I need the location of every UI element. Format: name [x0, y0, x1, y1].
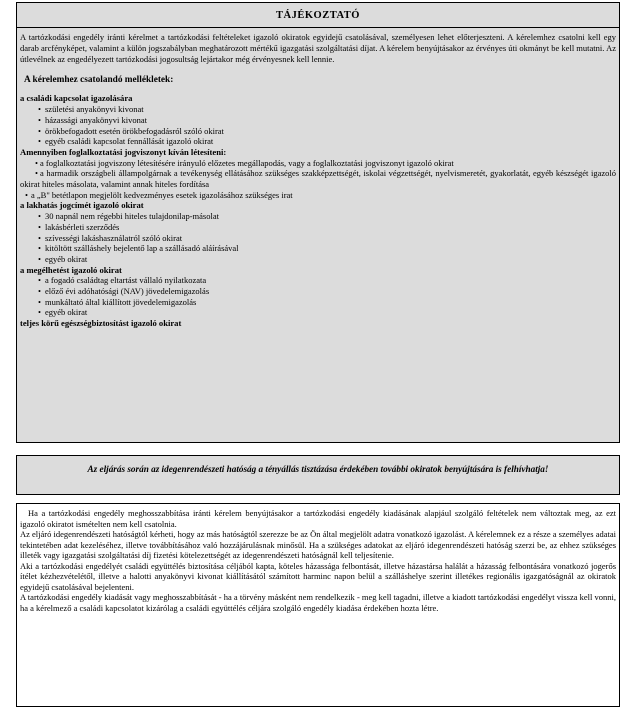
- list-item: • egyéb okirat: [17, 254, 619, 265]
- document-title: TÁJÉKOZTATÓ: [17, 3, 619, 28]
- list-item: • szívességi lakáshasználatról szóló okirat: [17, 233, 619, 244]
- footer-paragraph: A tartózkodási engedély kiadását vagy meghosszabbítását - ha a törvény másként nem rendelkezik - meg kell tagadni, illetve a kiadott tartózkodási engedélyt vissza kell vonni, ha a kérelmező a családi kapcsolatot kizárólag a családi együttélés céljára szolgáló engedély kiadása érdekében hozta létre.: [20, 592, 616, 613]
- footer-paragraph: Az eljáró idegenrendészeti hatóságtól kérheti, hogy az más hatóságtól szerezze be az Ön által megjelölt adatra vonatkozó igazolást. A kérelemnek ez a része a személyes adatai tekintetében adat kezeléséhez, illetve továbbításához való hozzájárulásnak minősül. Ha a szükséges adatokat az eljáró idegenrendészeti hatóság szerzi be, az ehhez szükséges illeték vagy igazgatási szolgáltatási díj fizetési kötelezettségét az idegenrendészeti hatóságnál kell teljesítenie.: [20, 529, 616, 560]
- intro-paragraph: A tartózkodási engedély iránti kérelmet a tartózkodási feltételeket igazoló okiratok egyidejű csatolásával, személyesen lehet előterjeszteni. A kérelemhez csatolni kell egy darab arcfényképet, valamint a külön jogszabályban meghatározott mértékű igazgatási szolgáltatási díjat. A kérelem benyújtásakor az érvényes úti okmányt be kell mutatni. Az útlevélnek az engedélyezett tartózkodási jogosultság lejártakor még érvényesnek kell lennie.: [20, 32, 616, 64]
- employment-heading: Amennyiben foglalkoztatási jogviszonyt kíván létesíteni:: [20, 146, 227, 157]
- list-item: • munkáltató által kiállított jövedelemigazolás: [17, 297, 619, 308]
- family-heading: a családi kapcsolat igazolására: [20, 93, 133, 104]
- info-box: [16, 2, 620, 443]
- warning-box: [16, 455, 620, 495]
- list-item: • örökbefogadott esetén örökbefogadásról szóló okirat: [17, 126, 619, 137]
- attachments-heading: A kérelemhez csatolandó mellékletek:: [24, 75, 174, 86]
- employment-list: [17, 158, 619, 201]
- family-list: [17, 104, 619, 147]
- livelihood-heading: a megélhetést igazoló okirat: [20, 264, 122, 275]
- warning-text: Az eljárás során az idegenrendészeti hatóság a tényállás tisztázása érdekében további okiratok benyújtására is felhívhatja!: [87, 464, 549, 474]
- housing-heading: a lakhatás jogcímét igazoló okirat: [20, 200, 144, 211]
- list-item: • egyéb családi kapcsolat fennállását igazoló okirat: [17, 136, 619, 147]
- insurance-heading: teljes körű egészségbiztosítást igazoló okirat: [20, 318, 182, 329]
- list-item: • előző évi adóhatósági (NAV) jövedelemigazolás: [17, 286, 619, 297]
- housing-list: [17, 211, 619, 265]
- list-item: • lakásbérleti szerződés: [17, 222, 619, 233]
- list-item: • születési anyakönyvi kivonat: [17, 104, 619, 115]
- list-item: • a fogadó családtag eltartást vállaló nyilatkozata: [17, 275, 619, 286]
- footer-paragraph: Ha a tartózkodási engedély meghosszabbítása iránti kérelem benyújtásakor a tartózkodási engedély kiadásának alapjául szolgáló feltételek nem változtak meg, az ezt igazoló okiratot ismételten nem kell csatolnia.: [20, 508, 616, 529]
- list-item: • 30 napnál nem régebbi hiteles tulajdonilap-másolat: [17, 211, 619, 222]
- list-item: • kitöltött szálláshely bejelentő lap a szállásadó aláírásával: [17, 243, 619, 254]
- livelihood-list: [17, 275, 619, 318]
- footer-paragraph: Aki a tartózkodási engedélyét családi együttélés biztosítása céljából kapta, köteles házassága felbontását, illetve házastársa halálát a házasság felbontására vonatkozó jogerős ítélet kézhezvételétől, illetve a halotti anyakönyvi kivonat kiállításától számított harminc napon belül a szálláshelye szerint illetékes regionális igazgatóságnál az okiratok egyidejű csatolásával bejelenteni.: [20, 560, 616, 592]
- list-item: • egyéb okirat: [17, 307, 619, 318]
- list-item: • a foglalkoztatási jogviszony létesítésére irányuló előzetes megállapodás, vagy a foglalkoztatási jogviszonyt igazoló okirat: [17, 158, 619, 169]
- footer-box: [16, 503, 620, 707]
- list-item: • a harmadik országbeli állampolgárnak a tevékenység ellátásához szükséges szakképzettségét, iskolai végzettségét, nyelvismeretét, gyakorlatát, egyéb készségét igazoló okirat hiteles másolata, valamint annak hiteles fordítása: [17, 168, 619, 189]
- list-item: • a „B" betétlapon megjelölt kedvezményes esetek igazolásához szükséges irat: [17, 190, 619, 201]
- list-item: • házassági anyakönyvi kivonat: [17, 115, 619, 126]
